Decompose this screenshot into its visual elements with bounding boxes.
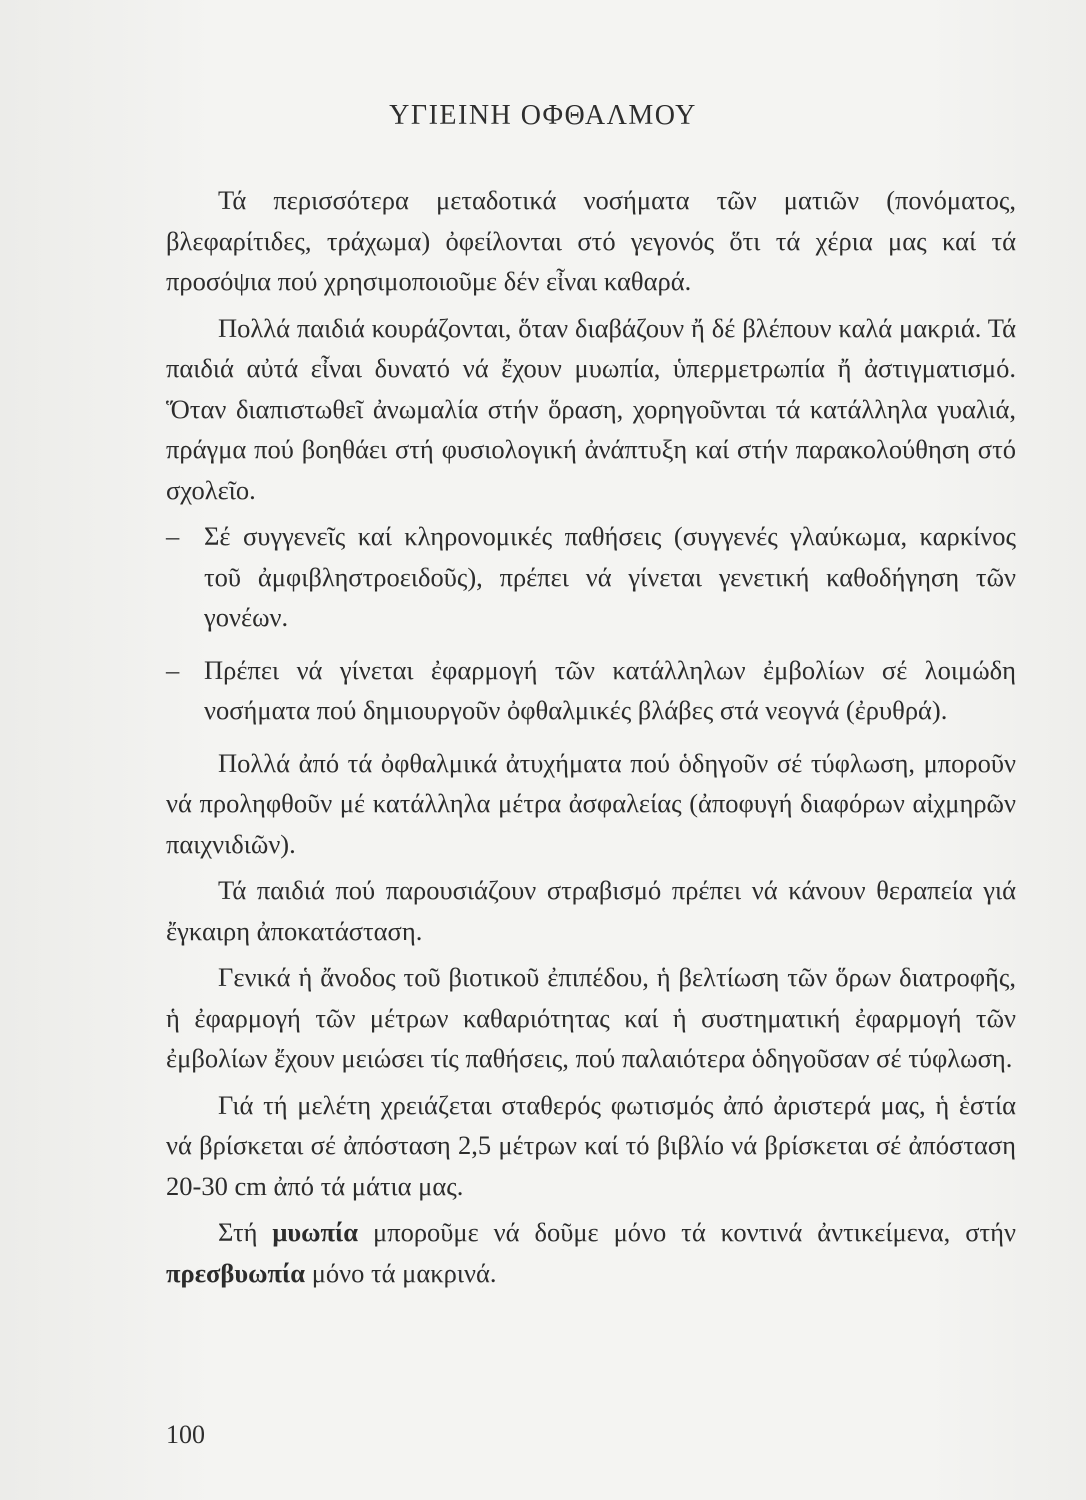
bullet-item-2 (166, 650, 1016, 731)
paragraph-7-part-1: Στή (218, 1217, 273, 1247)
paragraph-7-part-3: μόνο τά μακρινά. (305, 1257, 497, 1288)
page-title: ΥΓΙΕΙΝΗ ΟΦΘΑΛΜΟΥ (389, 100, 697, 131)
bullet-dash: – (166, 654, 180, 685)
bullet-dash: – (166, 521, 180, 551)
page-body (166, 180, 1016, 1299)
bullet-text-2: Πρέπει νά γίνεται ἐφαρμογή τῶν κατάλληλων ἐμβολίων σέ λοιμώδη νοσήματα πού δημιουργοῦν ὀφθαλμικές βλάβες στά νεογνά (ἐρυθρά). (204, 654, 1016, 725)
paragraph-7 (166, 1212, 1016, 1293)
paragraph-7-part-2: μποροῦμε νά δοῦμε μόνο τά κοντινά ἀντικείμενα, στήν (358, 1217, 1016, 1247)
paragraph-5: Γενικά ἡ ἄνοδος τοῦ βιοτικοῦ ἐπιπέδου, ἡ βελτίωση τῶν ὅρων διατροφῆς, ἡ ἐφαρμογή τῶν μέτρων καθαριότητας καί ἡ συστηματική ἐφαρμογή τῶν ἐμβολίων ἔχουν μειώσει τίς παθήσεις, πού παλαιότερα ὁδηγοῦσαν σέ τύφλωση. (166, 962, 1016, 1073)
paragraph-1: Τά περισσότερα μεταδοτικά νοσήματα τῶν ματιῶν (πονόματος, βλεφαρίτιδες, τράχωμα) ὀφείλονται στό γεγονός ὅτι τά χέρια μας καί τά προσόψια πού χρησιμοποιοῦμε δέν εἶναι καθαρά. (166, 185, 1016, 296)
paragraph-3: Πολλά ἀπό τά ὀφθαλμικά ἀτυχήματα πού ὁδηγοῦν σέ τύφλωση, μποροῦν νά προληφθοῦν μέ κατάλληλα μέτρα ἀσφαλείας (ἀποφυγή διαφόρων αἰχμηρῶν παιχνιδιῶν). (166, 747, 1016, 859)
term-presbyopia: πρεσβυωπία (166, 1257, 306, 1288)
page-number: 100 (166, 1420, 205, 1449)
bullet-item-1 (166, 516, 1016, 638)
term-myopia: μυωπία (272, 1217, 359, 1247)
bullet-text-1: Σέ συγγενεῖς καί κληρονομικές παθήσεις (συγγενές γλαύκωμα, καρκίνος τοῦ ἀμφιβληστροειδοῦς), πρέπει νά γίνεται γενετική καθοδήγηση τῶν γονέων. (204, 521, 1016, 632)
paragraph-2: Πολλά παιδιά κουράζονται, ὅταν διαβάζουν ἤ δέ βλέπουν καλά μακριά. Τά παιδιά αὐτά εἶναι δυνατό νά ἔχουν μυωπία, ὑπερμετρωπία ἤ ἀστιγματισμό. Ὅταν διαπιστωθεῖ ἀνωμαλία στήν ὅραση, χορηγοῦνται τά κατάλληλα γυαλιά, πράγμα πού βοηθάει στή φυσιολογική ἀνάπτυξη καί στήν παρακολούθηση στό σχολεῖο. (166, 312, 1016, 505)
paragraph-4: Τά παιδιά πού παρουσιάζουν στραβισμό πρέπει νά κάνουν θεραπεία γιά ἔγκαιρη ἀποκατάσταση. (166, 875, 1016, 946)
paragraph-6: Γιά τή μελέτη χρειάζεται σταθερός φωτισμός ἀπό ἀριστερά μας, ἡ ἑστία νά βρίσκεται σέ ἀπόσταση 2,5 μέτρων καί τό βιβλίο νά βρίσκεται σέ ἀπόσταση 20-30 cm ἀπό τά μάτια μας. (166, 1089, 1016, 1201)
